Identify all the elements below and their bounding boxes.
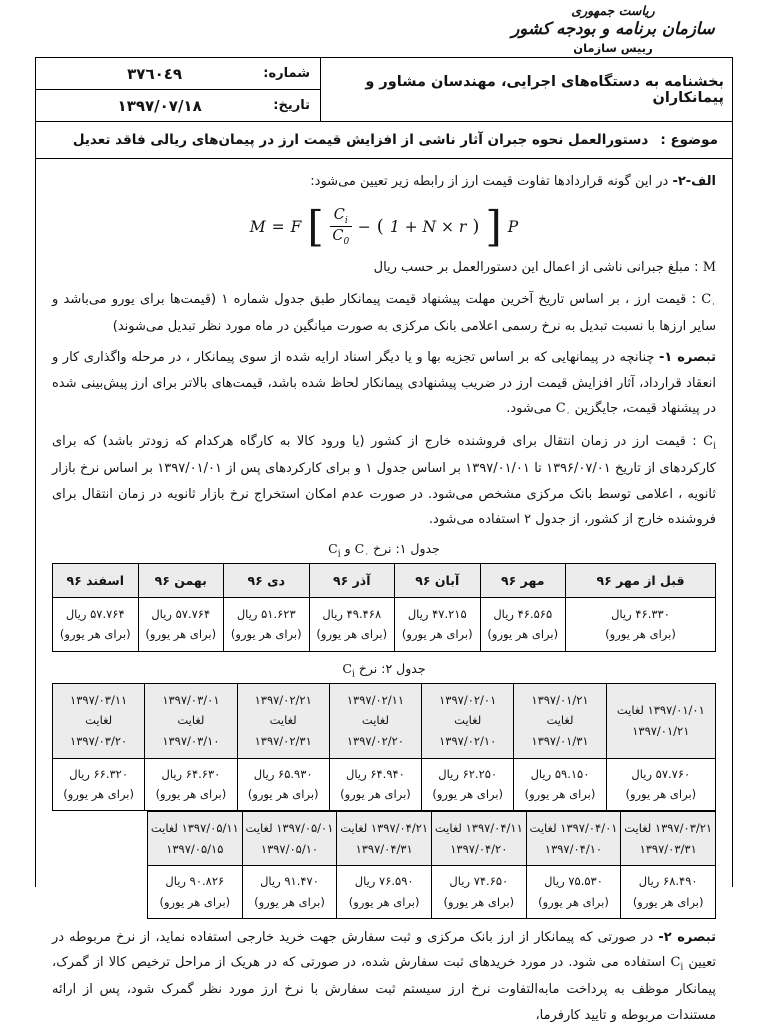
symbol-C0-inline: $C_۰$ [555, 400, 571, 419]
table2-rate-cell: ۶۴.۹۴۰ ریال (برای هر یورو) [329, 758, 421, 810]
open-bracket: [ [307, 202, 324, 252]
table1-rate-cell: ۵۷.۷۶۴ ریال (برای هر یورو) [53, 597, 139, 651]
table2-period-cell: ۱۳۹۷/۰۴/۲۱ لغایت ۱۳۹۷/۰۴/۳۱ [337, 812, 432, 866]
formula-inner: 1 + N × r [389, 217, 467, 236]
table2-rate-cell: ۷۶.۵۹۰ ریال (برای هر یورو) [337, 866, 432, 918]
table2-period-cell: ۱۳۹۷/۰۴/۰۱ لغایت ۱۳۹۷/۰۴/۱۰ [526, 812, 621, 866]
letterhead-organization: سازمان برنامه و بودجه کشور [511, 19, 715, 38]
formula-F: F [290, 217, 302, 236]
paragraph-tabsare-2 [52, 925, 716, 1028]
document-frame [35, 57, 733, 1023]
fraction-denominator: $C_0$ [332, 228, 350, 248]
symbol-Ci-inline: $C_i$ [670, 955, 684, 973]
table2-period-cell: ۱۳۹۷/۰۲/۲۱ لغایت ۱۳۹۷/۰۲/۳۱ [237, 683, 329, 758]
table2-period-row [53, 683, 716, 758]
table1-month-header: بهمن ۹۶ [138, 563, 224, 597]
alef2-lead: الف-۲- [672, 174, 716, 190]
table2-caption: جدول ۲: نرخ $C_i$ [342, 661, 426, 680]
table2-period-row [147, 812, 715, 866]
m-definition-text: : مبلغ جبرانی ناشی از اعمال این دستورالعمل بر حسب ریال [373, 260, 699, 276]
table1-month-header: مهر ۹۶ [480, 563, 566, 597]
table2-value-row [53, 758, 716, 810]
tabsare2-lead: تبصره ۲- [658, 929, 716, 945]
caption-symbol-Ci2: $C_i$ [342, 661, 355, 680]
table2-rate-cell: ۶۲.۲۵۰ ریال (برای هر یورو) [422, 758, 514, 810]
tabsare2-text-2: استفاده می شود. در مورد خریدهای ثبت سفارش شده، در صورتی که در هریک از مراحل ترخیص کالا از گمرک، پیمانکار موظف به پرداخت مابه‌التفاوت نرخ ارز سیستم ثبت سفارش با نرخ ارز مورد نظر گمرک شود، پس از ارائه مستندات مربوطه و تایید کارفرما، [52, 955, 716, 1023]
table1-month-header: قبل از مهر ۹۶ [566, 563, 716, 597]
table2-rate-cell: ۶۸.۴۹۰ ریال (برای هر یورو) [621, 866, 716, 918]
number-row [36, 58, 320, 90]
table2-rate-cell: ۵۷.۷۶۰ ریال (برای هر یورو) [606, 758, 715, 810]
compensation-formula [52, 202, 716, 252]
table1-monthly-rates [52, 563, 716, 652]
c0-definition-text: : قیمت ارز ، بر اساس تاریخ آخرین مهلت پیشنهاد قیمت پیمانکار طبق جدول شماره ۱ (قیمت‌ها برای یورو می‌باشد و سایر ارزها با نسبت تبدیل به نرخ رسمی اعلامی بانک مرکزی به صورت میانگین در ماه مورد نظر تبدیل می‌شوند) [52, 291, 716, 334]
caption-symbol-Ci: $C_i$ [328, 541, 341, 560]
symbol-Ci: $C_i$ [703, 434, 716, 452]
paragraph-tabsare-1 [52, 345, 716, 423]
number-value: ٣٧٦٠٤٩ [127, 64, 183, 83]
table2-period-cell: ۱۳۹۷/۰۳/۱۱ لغایت ۱۳۹۷/۰۳/۲۰ [53, 683, 145, 758]
alef2-text: در این گونه قراردادها تفاوت قیمت ارز از رابطه زیر تعیین می‌شود: [310, 174, 669, 190]
tabsare2-text-1: در صورتی که پیمانکار از ارز بانک مرکزی و ثبت سفارش جهت خرید خارجی استفاده نماید، از نرخ مربوطه در تعیین [52, 929, 716, 971]
table1-header-row [53, 563, 716, 597]
paragraph-alef2 [52, 169, 716, 194]
table2-period-cell: ۱۳۹۷/۰۲/۰۱ لغایت ۱۳۹۷/۰۲/۱۰ [422, 683, 514, 758]
table2-rate-cell: ۵۹.۱۵۰ ریال (برای هر یورو) [514, 758, 606, 810]
table1-rate-cell: ۵۱.۶۲۳ ریال (برای هر یورو) [224, 597, 310, 651]
date-label: تاریخ: [273, 98, 310, 113]
document-body [36, 159, 732, 1028]
subject-line [36, 122, 732, 159]
fraction-numerator: $C_i$ [330, 207, 352, 228]
table2-rate-cell: ۶۵.۹۳۰ ریال (برای هر یورو) [237, 758, 329, 810]
paragraph-ci-definition [52, 429, 716, 532]
table1-rate-cell: ۴۶.۳۳۰ ریال (برای هر یورو) [566, 597, 716, 651]
table1-month-header: دی ۹۶ [224, 563, 310, 597]
table2-rate-cell: ۶۴.۶۳۰ ریال (برای هر یورو) [145, 758, 237, 810]
paragraph-c0-definition [52, 287, 716, 339]
tabsare1-text-1: چنانچه در پیمانهایی که بر اساس تجزیه بها و یا دیگر اسناد ارایه شده از سوی پیمانکار ، در مرحله واگذاری کار و انعقاد قرارداد، آثار افزایش قیمت ارز در ضریب پیشنهادی پیمانکار لحاظ شده باشد، قیمت‌های بالاتر برای ارز پیش‌بینی شده در پیشنهاد قیمت، جایگزین [52, 350, 716, 416]
caption-symbol-C0: $C_۰$ [354, 541, 370, 560]
number-date-box [36, 58, 320, 121]
formula-M: M [249, 217, 266, 236]
table2-rate-cell: ۷۵.۵۳۰ ریال (برای هر یورو) [526, 866, 621, 918]
subject-label: موضوع : [660, 132, 718, 148]
table1-rate-cell: ۴۹.۴۶۸ ریال (برای هر یورو) [309, 597, 395, 651]
table2-period-cell: ۱۳۹۷/۰۵/۱۱ لغایت ۱۳۹۷/۰۵/۱۵ [147, 812, 242, 866]
subject-text: دستورالعمل نحوه جبران آثار ناشی از افزایش قیمت ارز در پیمان‌های ریالی فاقد تعدیل [72, 132, 649, 148]
table2-rate-cell: ۶۶.۳۲۰ ریال (برای هر یورو) [53, 758, 145, 810]
table2-period-cell: ۱۳۹۷/۰۳/۲۱ لغایت ۱۳۹۷/۰۳/۳۱ [621, 812, 716, 866]
table2-period-cell: ۱۳۹۷/۰۲/۱۱ لغایت ۱۳۹۷/۰۲/۲۰ [329, 683, 421, 758]
fraction-ci-over-c0 [330, 207, 352, 248]
table2-rate-cell: ۷۴.۶۵۰ ریال (برای هر یورو) [431, 866, 526, 918]
tabsare1-text-2: می‌شود. [506, 400, 552, 416]
table2-bottom-half [147, 811, 716, 919]
table1-value-row [53, 597, 716, 651]
close-bracket: ] [485, 202, 502, 252]
close-paren: ) [472, 216, 480, 238]
table2-period-cell: ۱۳۹۷/۰۳/۰۱ لغایت ۱۳۹۷/۰۳/۱۰ [145, 683, 237, 758]
table2-top-half [52, 683, 716, 811]
formula-equals: = [271, 217, 285, 236]
open-paren: ( [376, 216, 384, 238]
table2-rate-cell: ۹۱.۴۷۰ ریال (برای هر یورو) [242, 866, 337, 918]
date-row [36, 90, 320, 121]
paragraph-m-definition [52, 255, 716, 280]
table2-period-cell: ۱۳۹۷/۰۱/۰۱ لغایت ۱۳۹۷/۰۱/۲۱ [606, 683, 715, 758]
letterhead-head-of-organization: رییس سازمان [573, 41, 653, 55]
table2-period-cell: ۱۳۹۷/۰۴/۱۱ لغایت ۱۳۹۷/۰۴/۲۰ [431, 812, 526, 866]
circular-title: بخشنامه به دستگاه‌های اجرایی، مهندسان مشاور و پیمانکاران [320, 58, 732, 121]
table1-rate-cell: ۴۶.۵۶۵ ریال (برای هر یورو) [480, 597, 566, 651]
table1-month-header: اسفند ۹۶ [53, 563, 139, 597]
table2-period-cell: ۱۳۹۷/۰۵/۰۱ لغایت ۱۳۹۷/۰۵/۱۰ [242, 812, 337, 866]
tabsare1-lead: تبصره ۱- [658, 350, 716, 366]
formula-P: P [507, 217, 519, 236]
date-value: ۱۳۹۷/۰۷/۱۸ [117, 96, 202, 115]
document-header [36, 58, 732, 122]
table1-month-header: آبان ۹۶ [395, 563, 481, 597]
table2-rate-cell: ۹۰.۸۲۶ ریال (برای هر یورو) [147, 866, 242, 918]
formula-minus: − [357, 217, 371, 236]
symbol-C0: $C_۰$ [701, 291, 716, 310]
letterhead [493, 3, 733, 55]
table1-rate-cell: ۴۷.۲۱۵ ریال (برای هر یورو) [395, 597, 481, 651]
table1-caption: جدول ۱: نرخ $C_۰$ و $C_i$ [328, 541, 440, 560]
number-label: شماره: [263, 66, 310, 81]
table2-period-cell: ۱۳۹۷/۰۱/۲۱ لغایت ۱۳۹۷/۰۱/۳۱ [514, 683, 606, 758]
ci-definition-text: : قیمت ارز در زمان انتقال برای فروشنده خارج از کشور (یا ورود کالا به کارگاه هرکدام که زودتر باشد) که برای کارکردهای از تاریخ ۱۳۹۶/۰۷/۰۱ تا ۱۳۹۷/۰۱/۰۱ بر اساس جدول ۱ و برای کارکردهای پس از ۱۳۹۷/۰۱/۰۱ بر اساس نرخ بازار ثانویه ، اعلامی توسط بانک مرکزی مشخص می‌شود. در صورت عدم امکان استخراج نرخ بازار ثانویه در زمان انتقال برای فروشنده خارج از کشور، از جدول ۲ استفاده می‌شود. [52, 434, 716, 527]
table1-month-header: آذر ۹۶ [309, 563, 395, 597]
letterhead-presidency: ریاست جمهوری [571, 3, 655, 18]
table2-value-row [147, 866, 715, 918]
symbol-M: M [702, 260, 716, 276]
table1-rate-cell: ۵۷.۷۶۴ ریال (برای هر یورو) [138, 597, 224, 651]
